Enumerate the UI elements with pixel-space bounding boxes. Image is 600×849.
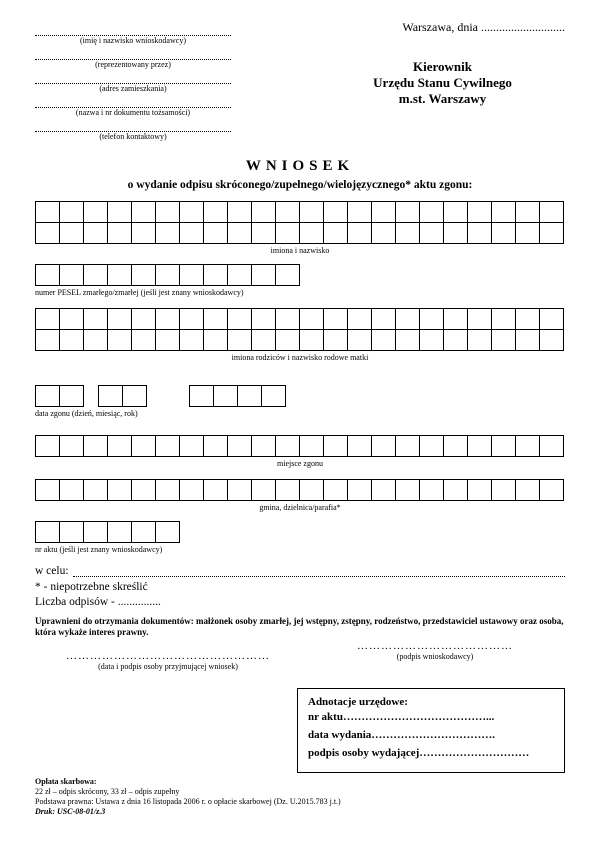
form-box-cell[interactable] [227,222,252,244]
form-box-cell[interactable] [251,201,276,223]
form-box-cell[interactable] [515,222,540,244]
form-box-cell[interactable] [419,308,444,330]
form-box-cell[interactable] [467,329,492,351]
form-box-cell[interactable] [395,479,420,501]
form-box-cell[interactable] [491,222,516,244]
form-box-cell[interactable] [83,264,108,286]
form-box-cell[interactable] [443,329,468,351]
death-place-grid-caption: miejsce zgonu [277,459,323,468]
form-box-cell[interactable] [107,329,132,351]
form-box-cell[interactable] [131,329,156,351]
form-box-cell[interactable] [227,201,252,223]
form-box-cell[interactable] [155,201,180,223]
form-box-cell[interactable] [395,222,420,244]
strike-note: * - niepotrzebne skreślić [35,581,148,593]
annotation-issue-date-line[interactable]: data wydania……………………………. [308,729,496,741]
parents-grid-caption: imiona rodziców i nazwisko rodowe matki [231,353,369,362]
applicant-signature-line[interactable]: ………………………………… [357,640,513,652]
represented-by-label: (reprezentowany przez) [95,60,171,69]
id-document-label: (nazwa i nr dokumentu tożsamości) [75,108,191,117]
applicant-fields [35,20,231,144]
parents-grid [35,308,565,351]
form-box-cell[interactable] [35,521,60,543]
form-box-cell[interactable] [347,435,372,457]
form-box-cell[interactable] [275,435,300,457]
form-box-cell[interactable] [419,479,444,501]
form-box-cell[interactable] [371,435,396,457]
form-box-cell[interactable] [227,435,252,457]
form-box-cell[interactable] [395,201,420,223]
form-box-cell[interactable] [59,385,84,407]
form-box-cell[interactable] [59,201,84,223]
form-box-cell[interactable] [515,308,540,330]
place-date-line[interactable]: Warszawa, dnia ............................ [402,20,565,34]
clerk-signature-line[interactable]: …………………………………………… [66,650,270,662]
form-box-cell[interactable] [443,435,468,457]
id-document-input-line[interactable] [35,96,231,108]
form-box-cell[interactable] [395,435,420,457]
form-box-cell[interactable] [189,385,214,407]
applicant-signature-label: (podpis wnioskodawcy) [396,652,474,661]
form-box-cell[interactable] [515,201,540,223]
form-print-code: Druk: USC-08-01/z.3 [35,807,106,816]
official-annotations-box [297,688,565,773]
name-grid [35,201,565,244]
form-box-cell[interactable] [299,329,324,351]
form-box-cell[interactable] [179,222,204,244]
form-box-cell[interactable] [83,308,108,330]
represented-by-input-line[interactable] [35,48,231,60]
form-box-cell[interactable] [347,222,372,244]
form-box-cell[interactable] [203,264,228,286]
form-box-cell[interactable] [419,222,444,244]
purpose-row [35,565,565,577]
form-box-cell[interactable] [251,479,276,501]
form-box-cell[interactable] [419,201,444,223]
form-box-cell[interactable] [491,479,516,501]
form-box-cell[interactable] [443,479,468,501]
form-box-cell[interactable] [443,308,468,330]
form-box-cell[interactable] [35,308,60,330]
form-box-cell[interactable] [203,222,228,244]
form-box-cell[interactable] [59,521,84,543]
form-box-cell[interactable] [131,264,156,286]
form-box-cell[interactable] [323,201,348,223]
form-box-cell[interactable] [35,201,60,223]
form-box-cell[interactable] [131,308,156,330]
form-box-cell[interactable] [35,329,60,351]
death-place-grid [35,435,565,457]
phone-label: (telefon kontaktowy) [99,132,167,141]
id-document-field [35,96,231,118]
form-box-cell[interactable] [323,329,348,351]
form-box-cell[interactable] [299,479,324,501]
form-box-cell[interactable] [347,329,372,351]
form-box-cell[interactable] [515,435,540,457]
form-box-cell[interactable] [299,308,324,330]
form-box-cell[interactable] [275,222,300,244]
form-box-cell[interactable] [539,201,564,223]
form-box-cell[interactable] [83,435,108,457]
address-label: (adres zamieszkania) [99,84,167,93]
form-box-cell[interactable] [467,435,492,457]
form-box-cell[interactable] [323,222,348,244]
form-box-cell[interactable] [539,222,564,244]
form-box-cell[interactable] [371,201,396,223]
form-box-cell[interactable] [131,435,156,457]
form-box-cell[interactable] [227,264,252,286]
form-box-cell[interactable] [467,479,492,501]
phone-input-line[interactable] [35,120,231,132]
clerk-signature [63,650,273,672]
form-box-cell[interactable] [371,479,396,501]
form-box-cell[interactable] [179,308,204,330]
form-box-cell[interactable] [419,329,444,351]
form-box-cell[interactable] [251,308,276,330]
legal-basis: Podstawa prawna: Ustawa z dnia 16 listopada 2006 r. o opłacie skarbowej (Dz. U.2015.783 j.t.) [35,797,341,806]
form-box-cell[interactable] [323,479,348,501]
form-box-cell[interactable] [107,521,132,543]
name-grid-caption: imiona i nazwisko [270,246,330,255]
form-box-cell[interactable] [35,435,60,457]
form-box-cell[interactable] [539,329,564,351]
annotation-act-number-line[interactable]: nr aktu…………………………………... [308,711,495,723]
applicant-name-label: (imię i nazwisko wnioskodawcy) [80,36,186,45]
form-box-cell[interactable] [59,479,84,501]
form-box-cell[interactable] [347,479,372,501]
form-box-cell[interactable] [35,222,60,244]
form-box-cell[interactable] [107,435,132,457]
form-box-cell[interactable] [251,329,276,351]
form-box-cell[interactable] [131,521,156,543]
form-box-cell[interactable] [155,222,180,244]
form-box-cell[interactable] [107,264,132,286]
header-right [320,20,565,144]
form-box-cell[interactable] [323,308,348,330]
form-box-cell[interactable] [227,479,252,501]
form-box-cell[interactable] [371,222,396,244]
annotation-issuer-signature-line[interactable]: podpis osoby wydającej………………………… [308,747,530,759]
form-box-cell[interactable] [35,264,60,286]
fee-line: 22 zł – odpis skrócony, 33 zł – odpis zupełny [35,787,180,796]
form-box-cell[interactable] [275,329,300,351]
form-box-cell[interactable] [467,222,492,244]
form-box-cell[interactable] [323,435,348,457]
form-box-cell[interactable] [107,479,132,501]
commune-grid [35,479,565,501]
form-box-cell[interactable] [299,435,324,457]
form-box-cell[interactable] [491,308,516,330]
form-box-cell[interactable] [107,201,132,223]
form-title: WNIOSEK [245,158,355,174]
form-box-cell[interactable] [35,479,60,501]
form-box-cell[interactable] [347,201,372,223]
form-box-cell[interactable] [59,222,84,244]
form-box-cell[interactable] [131,222,156,244]
form-box-cell[interactable] [491,435,516,457]
form-box-cell[interactable] [83,201,108,223]
form-footer [35,777,341,817]
act-number-grid [35,521,565,543]
recipient-line-3: m.st. Warszawy [398,91,487,106]
form-box-cell[interactable] [83,222,108,244]
form-box-cell[interactable] [227,329,252,351]
applicant-name-field [35,24,231,46]
form-box-cell[interactable] [261,385,286,407]
form-box-cell[interactable] [275,308,300,330]
applicant-signature [345,640,525,662]
commune-grid-caption: gmina, dzielnica/parafia* [259,503,341,512]
form-header [35,20,565,144]
form-box-cell[interactable] [131,201,156,223]
form-box-cell[interactable] [98,385,123,407]
form-box-cell[interactable] [251,222,276,244]
entitled-persons-note: Uprawnieni do otrzymania dokumentów: małżonek osoby zmarłej, jej wstępny, zstępny, rodzeństwo, przedstawiciel ustawowy oraz osoba, która wykaże interes prawny. [35,616,564,637]
represented-by-field [35,48,231,70]
form-box-cell[interactable] [59,308,84,330]
form-box-cell[interactable] [203,479,228,501]
form-box-cell[interactable] [237,385,262,407]
form-box-cell[interactable] [155,264,180,286]
pesel-grid [35,264,565,286]
form-box-cell[interactable] [83,329,108,351]
form-box-cell[interactable] [443,201,468,223]
form-box-cell[interactable] [203,435,228,457]
form-subtitle: o wydanie odpisu skróconego/zupełnego/wielojęzycznego* aktu zgonu: [127,179,473,191]
form-box-cell[interactable] [203,329,228,351]
form-box-cell[interactable] [539,435,564,457]
form-box-cell[interactable] [467,201,492,223]
form-box-cell[interactable] [107,308,132,330]
act-number-grid-caption: nr aktu (jeśli jest znany wnioskodawcy) [35,545,163,554]
address-input-line[interactable] [35,72,231,84]
clerk-signature-label: (data i podpis osoby przyjmującej wniosek) [98,662,238,671]
form-box-cell[interactable] [251,264,276,286]
copies-count-line[interactable]: Liczba odpisów - ............... [35,596,161,608]
form-box-cell[interactable] [251,435,276,457]
purpose-input-line[interactable] [73,565,565,577]
form-box-cell[interactable] [155,435,180,457]
form-box-cell[interactable] [515,329,540,351]
pesel-grid-caption: numer PESEL zmarłego/zmarłej (jeśli jest znany wnioskodawcy) [35,288,244,297]
form-box-cell[interactable] [443,222,468,244]
form-box-cell[interactable] [203,308,228,330]
recipient-block [320,59,565,107]
form-box-cell[interactable] [179,329,204,351]
form-box-cell[interactable] [491,329,516,351]
form-box-cell[interactable] [107,222,132,244]
death-date-grid [35,385,565,407]
form-box-cell[interactable] [371,329,396,351]
form-box-cell[interactable] [395,329,420,351]
form-box-cell[interactable] [155,479,180,501]
purpose-label: w celu: [35,565,69,577]
form-box-cell[interactable] [275,264,300,286]
form-box-cell[interactable] [347,308,372,330]
death-date-grid-caption: data zgonu (dzień, miesiąc, rok) [35,409,138,418]
form-box-cell[interactable] [155,308,180,330]
form-box-cell[interactable] [299,222,324,244]
recipient-line-1: Kierownik [413,59,472,74]
form-box-cell[interactable] [371,308,396,330]
form-box-cell[interactable] [155,521,180,543]
form-box-cell[interactable] [179,264,204,286]
form-box-cell[interactable] [179,435,204,457]
address-field [35,72,231,94]
form-box-cell[interactable] [59,435,84,457]
form-box-cell[interactable] [83,521,108,543]
form-box-cell[interactable] [131,479,156,501]
form-box-cell[interactable] [83,479,108,501]
form-box-cell[interactable] [539,479,564,501]
form-box-cell[interactable] [467,308,492,330]
form-box-cell[interactable] [59,329,84,351]
form-box-cell[interactable] [299,201,324,223]
form-box-cell[interactable] [275,479,300,501]
form-box-cell[interactable] [227,308,252,330]
form-box-cell[interactable] [122,385,147,407]
form-box-cell[interactable] [515,479,540,501]
form-box-cell[interactable] [179,201,204,223]
annotations-title: Adnotacje urzędowe: [308,696,408,708]
form-box-cell[interactable] [213,385,238,407]
signatures-section [35,640,565,686]
recipient-line-2: Urzędu Stanu Cywilnego [373,75,512,90]
form-box-cell[interactable] [35,385,60,407]
form-box-cell[interactable] [539,308,564,330]
phone-field [35,120,231,142]
fee-title: Opłata skarbowa: [35,777,97,786]
applicant-name-input-line[interactable] [35,24,231,36]
form-box-cell[interactable] [395,308,420,330]
form-box-cell[interactable] [275,201,300,223]
form-box-cell[interactable] [59,264,84,286]
form-box-cell[interactable] [203,201,228,223]
form-box-cell[interactable] [491,201,516,223]
form-box-cell[interactable] [155,329,180,351]
form-box-cell[interactable] [179,479,204,501]
form-box-cell[interactable] [419,435,444,457]
